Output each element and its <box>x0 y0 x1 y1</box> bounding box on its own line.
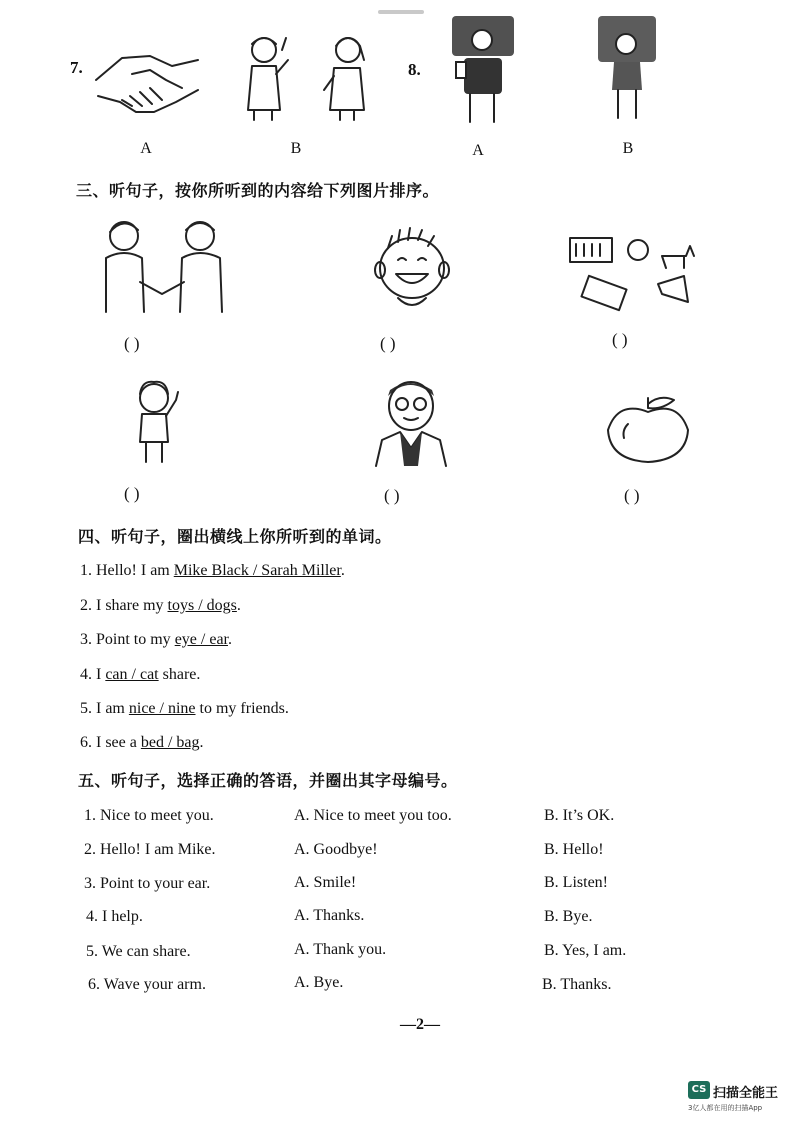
section-3-answer-box-2[interactable]: ( ) <box>380 334 396 353</box>
question-1-option-b[interactable]: B. It’s OK. <box>544 807 615 824</box>
section-4-item-2 <box>80 597 241 615</box>
section-4-item-6 <box>80 734 204 752</box>
question-5-option-a[interactable]: A. Thank you. <box>294 941 387 958</box>
waving-girl-image <box>130 376 186 466</box>
item-8-option-b[interactable]: B <box>622 140 634 157</box>
question-6: 6. Wave your arm. <box>88 976 206 993</box>
item-text-end: . <box>199 734 204 751</box>
item-7-number: 7. <box>70 58 83 77</box>
child-icon <box>596 14 658 126</box>
word-choice-2[interactable]: toys / dogs <box>167 597 237 614</box>
question-1-option-a[interactable]: A. Nice to meet you too. <box>294 807 452 824</box>
section-3-heading: 三、听句子，按你所听到的内容给下列图片排序。 <box>76 181 440 200</box>
handshake-icon <box>92 40 204 118</box>
watermark-app-name: 扫描全能王 <box>713 1086 779 1101</box>
question-6-option-a[interactable]: A. Bye. <box>294 974 344 991</box>
item-text-end: to my friends. <box>195 700 289 717</box>
section-3-answer-box-5[interactable]: ( ) <box>384 486 400 505</box>
page-number: —2— <box>400 1016 440 1033</box>
scan-top-mark <box>378 10 424 14</box>
item-text: 1. Hello! I am <box>80 562 174 579</box>
item-text: 6. I see a <box>80 734 141 751</box>
section-3-answer-box-6[interactable]: ( ) <box>624 486 640 505</box>
section-4-item-4 <box>80 666 200 684</box>
people-shaking-hands-image <box>100 218 228 314</box>
item-8-option-a[interactable]: A <box>472 142 484 159</box>
item-8-number: 8. <box>408 60 421 79</box>
item-text-end: . <box>227 631 232 648</box>
apple-image <box>600 394 696 466</box>
section-3-answer-box-1[interactable]: ( ) <box>124 334 140 353</box>
item-text: 4. I <box>80 666 106 683</box>
question-3-option-b[interactable]: B. Listen! <box>544 874 608 891</box>
word-choice-6[interactable]: bed / bag <box>140 734 200 751</box>
question-2-option-a[interactable]: A. Goodbye! <box>294 841 378 858</box>
question-5: 5. We can share. <box>86 943 191 960</box>
smiling-boy-image <box>368 226 456 314</box>
section-5-heading: 五、听句子，选择正确的答语，并圈出其字母编号。 <box>78 771 458 790</box>
girl-icon <box>318 30 374 122</box>
word-choice-1[interactable]: Mike Black / Sarah Miller <box>173 562 341 579</box>
boy-pointing-icon <box>238 30 294 122</box>
question-4: 4. I help. <box>86 908 143 925</box>
teacher-image <box>372 374 450 468</box>
section-3-answer-box-3[interactable]: ( ) <box>612 330 628 349</box>
word-choice-5[interactable]: nice / nine <box>128 700 196 717</box>
section-4-heading: 四、听句子，圈出横线上你所听到的单词。 <box>78 527 392 546</box>
section-4-item-1 <box>80 562 345 580</box>
question-5-option-b[interactable]: B. Yes, I am. <box>544 942 627 959</box>
item-text: 2. I share my <box>80 597 168 614</box>
question-1: 1. Nice to meet you. <box>84 807 214 824</box>
item-text: 5. I am <box>80 700 129 717</box>
question-4-option-a[interactable]: A. Thanks. <box>294 907 365 924</box>
word-choice-3[interactable]: eye / ear <box>174 631 228 648</box>
section-3-answer-box-4[interactable]: ( ) <box>124 484 140 503</box>
watermark-tagline: 3亿人都在用的扫描App <box>688 1104 763 1112</box>
item-7-option-a[interactable]: A <box>140 140 152 157</box>
boy-ball-icon <box>448 14 518 126</box>
item-text: 3. Point to my <box>80 631 175 648</box>
question-3-option-a[interactable]: A. Smile! <box>294 874 357 891</box>
question-4-option-b[interactable]: B. Bye. <box>544 908 593 925</box>
word-choice-4[interactable]: can / cat <box>105 666 159 683</box>
question-2: 2. Hello! I am Mike. <box>84 841 216 858</box>
item-7-option-b[interactable]: B <box>290 140 302 157</box>
item-text-end: . <box>236 597 241 614</box>
item-text-end: . <box>340 562 345 579</box>
toys-image <box>566 232 698 314</box>
camscanner-logo-icon: CS <box>688 1081 710 1099</box>
question-3: 3. Point to your ear. <box>84 875 211 892</box>
question-2-option-b[interactable]: B. Hello! <box>544 841 604 858</box>
section-4-item-5 <box>80 700 289 718</box>
question-6-option-b[interactable]: B. Thanks. <box>542 976 612 993</box>
section-4-item-3 <box>80 631 232 649</box>
item-text-end: share. <box>158 666 201 683</box>
